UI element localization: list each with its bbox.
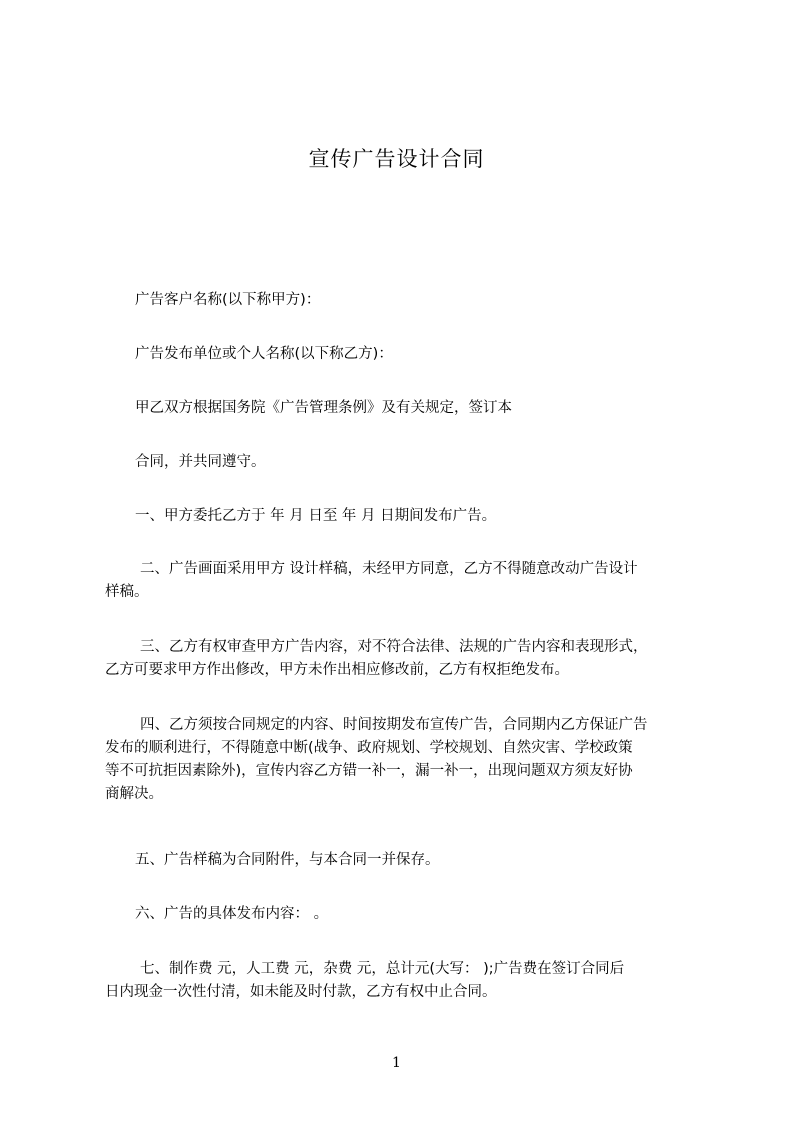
paragraph-comply	[105, 451, 735, 474]
text-line: 等不可抗拒因素除外)，宣传内容乙方错一补一，漏一补一，出现问题双方须友好协	[105, 763, 633, 779]
page-number: 1	[392, 1055, 401, 1071]
text-line: 甲乙双方根据国务院《广告管理条例》及有关规定，签订本	[135, 400, 512, 416]
paragraph-basis	[105, 397, 735, 420]
text-line: 发布的顺利进行，不得随意中断(战争、政府规划、学校规划、自然灾害、学校政策	[105, 740, 633, 756]
text-line: 二、广告画面采用甲方 设计样稿，未经甲方同意，乙方不得随意改动广告设计	[140, 561, 638, 577]
text-line: 一、甲方委托乙方于 年 月 日至 年 月 日期间发布广告。	[135, 508, 497, 524]
paragraph-party-a	[105, 289, 735, 312]
text-line: 乙方可要求甲方作出修改，甲方未作出相应修改前，乙方有权拒绝发布。	[105, 662, 569, 678]
clause-4	[105, 714, 705, 806]
text-line: 五、广告样稿为合同附件，与本合同一并保存。	[135, 852, 440, 868]
clause-2	[105, 558, 705, 604]
text-line: 七、制作费 元，人工费 元，杂费 元，总计元(大写： );广告费在签订合同后	[140, 961, 625, 977]
text-line: 广告发布单位或个人名称(以下称乙方)：	[135, 346, 393, 362]
page-title: 宣传广告设计合同	[308, 147, 485, 171]
clause-1	[105, 505, 735, 528]
text-line: 四、乙方须按合同规定的内容、时间按期发布宣传广告，合同期内乙方保证广告	[140, 717, 648, 733]
text-line: 日内现金一次性付清，如未能及时付款，乙方有权中止合同。	[105, 984, 497, 1000]
clause-5	[105, 849, 735, 872]
paragraph-party-b	[105, 343, 735, 366]
clause-3	[105, 636, 705, 682]
text-line: 商解决。	[105, 786, 163, 802]
text-line: 样稿。	[105, 584, 149, 600]
text-line: 广告客户名称(以下称甲方)：	[135, 292, 321, 308]
clause-6	[105, 903, 735, 926]
text-line: 合同，并共同遵守。	[135, 454, 266, 470]
clause-7	[105, 958, 705, 1004]
text-line: 六、广告的具体发布内容： 。	[135, 906, 329, 922]
text-line: 三、乙方有权审查甲方广告内容，对不符合法律、法规的广告内容和表现形式，	[140, 639, 648, 655]
